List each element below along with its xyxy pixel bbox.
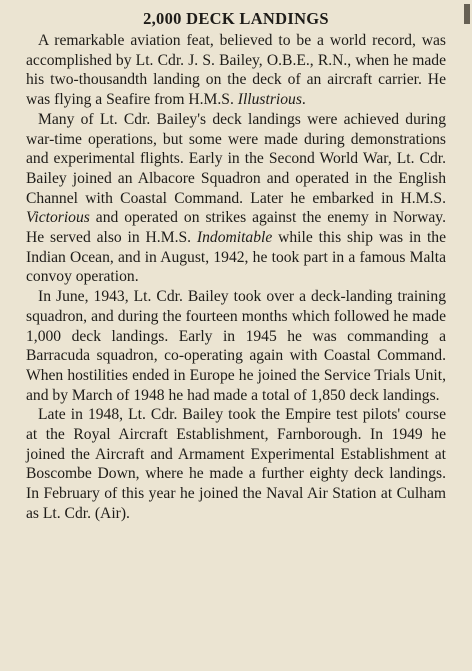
ship-name: Indomitable <box>196 229 273 247</box>
paragraph-text: In June, 1943, Lt. Cdr. Bailey took over a deck-landing training squadron, and during the fourteen months which followed he made 1,000 deck landings. Early in 1945 he was commanding a Barracuda squadron, co-operating again with Coastal Command. When hostilities ended in Europe he joined the Service Trials Unit, and by March of 1948 he had made a total of 1,850 deck landings. <box>26 288 446 404</box>
article-body <box>26 31 446 524</box>
ship-name: Illustrious <box>237 91 302 109</box>
page-edge-mark <box>464 4 470 24</box>
article-paragraph <box>26 405 446 523</box>
paragraph-text: A remarkable aviation feat, believed to be a world record, was accomplished by Lt. Cdr. J. S. Bailey, O.B.E., R.N., when he made his two-thousandth landing on the deck of an aircraft carrier. He was flying a Seafire from H.M.S. <box>26 32 446 109</box>
article-paragraph <box>26 31 446 110</box>
ship-name: Victorious <box>26 209 90 227</box>
paragraph-text: Late in 1948, Lt. Cdr. Bailey took the Empire test pilots' course at the Royal Aircraft Establishment, Farnborough. In 1949 he joined the Aircraft and Armament Experimental Establishment at Boscombe Down, where he made a further eighty deck landings. In February of this year he joined the Naval Air Station at Culham as Lt. Cdr. (Air). <box>26 406 446 522</box>
paragraph-text: . <box>301 91 306 109</box>
article-paragraph <box>26 287 446 405</box>
paragraph-text: while this ship was in the Indian Ocean, and in August, 1942, he took part in a famous Malta convoy operation. <box>26 229 446 286</box>
paragraph-text: and operated on strikes against the enemy in Norway. He served also in H.M.S. <box>26 209 446 247</box>
paragraph-text: Many of Lt. Cdr. Bailey's deck landings were achieved during war-time operations, but some were made during demonstrations and experimental flights. Early in the Second World War, Lt. Cdr. Bailey joined an Albacore Squadron and operated in the English Channel with Coastal Command. Later he embarked in H.M.S. <box>26 110 446 207</box>
article <box>26 8 446 524</box>
article-title: 2,000 DECK LANDINGS <box>143 9 329 28</box>
article-paragraph <box>26 110 446 287</box>
